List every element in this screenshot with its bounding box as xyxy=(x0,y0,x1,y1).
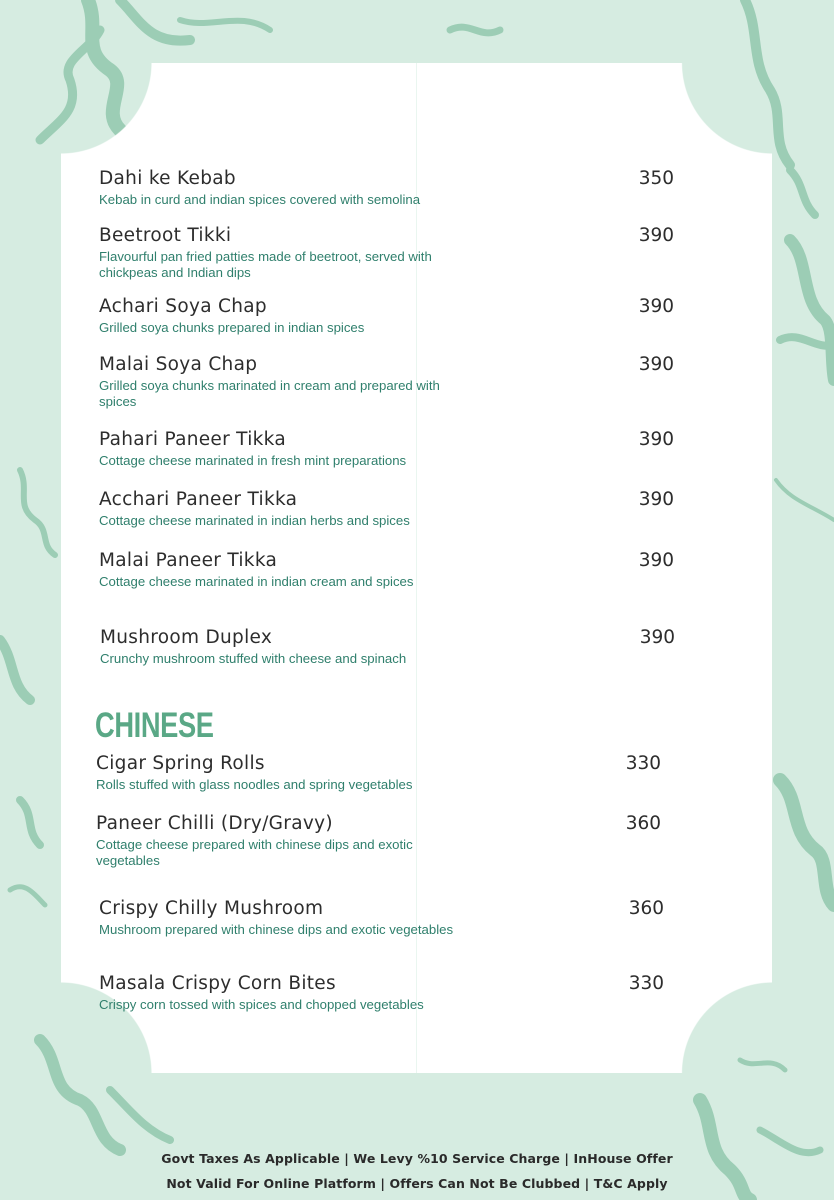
footer-note-line1: Govt Taxes As Applicable | We Levy %10 Service Charge | InHouse Offer xyxy=(161,1151,673,1166)
item-name: Dahi ke Kebab xyxy=(99,168,236,189)
item-name: Masala Crispy Corn Bites xyxy=(99,973,336,994)
item-description: Cottage cheese marinated in indian herbs and spices xyxy=(99,513,410,528)
item-description: Crispy corn tossed with spices and chopped vegetables xyxy=(99,997,424,1012)
item-name: Mushroom Duplex xyxy=(100,627,273,648)
menu-item xyxy=(100,627,675,667)
item-price: 360 xyxy=(625,813,661,834)
item-price: 330 xyxy=(628,973,664,994)
item-name: Malai Soya Chap xyxy=(99,354,258,375)
menu-item xyxy=(99,225,674,281)
item-description: Kebab in curd and indian spices covered with semolina xyxy=(99,192,421,207)
item-price: 360 xyxy=(628,898,664,919)
item-description: Crunchy mushroom stuffed with cheese and spinach xyxy=(100,651,407,666)
menu-item xyxy=(99,973,674,1013)
item-name: Crispy Chilly Mushroom xyxy=(99,898,324,919)
menu-item xyxy=(96,813,671,869)
menu-item xyxy=(99,354,674,410)
menu-item xyxy=(99,168,674,208)
menu-item xyxy=(99,296,674,336)
section-heading-chinese: CHINESE xyxy=(95,706,214,745)
item-description: Flavourful pan fried patties made of beetroot, served with chickpeas and Indian dips xyxy=(99,249,432,280)
item-name: Pahari Paneer Tikka xyxy=(99,429,286,450)
item-price: 390 xyxy=(638,354,674,375)
item-name: Cigar Spring Rolls xyxy=(96,753,265,774)
item-price: 390 xyxy=(638,296,674,317)
item-description: Cottage cheese prepared with chinese dips and exotic vegetables xyxy=(96,837,413,868)
item-description: Mushroom prepared with chinese dips and exotic vegetables xyxy=(99,922,454,937)
item-price: 390 xyxy=(638,489,674,510)
item-price: 390 xyxy=(638,429,674,450)
menu-item xyxy=(96,753,671,793)
item-name: Acchari Paneer Tikka xyxy=(99,489,298,510)
item-description: Grilled soya chunks marinated in cream and prepared with spices xyxy=(99,378,440,409)
item-price: 390 xyxy=(639,627,675,648)
menu-item xyxy=(99,550,674,590)
item-description: Cottage cheese marinated in fresh mint preparations xyxy=(99,453,407,468)
item-price: 390 xyxy=(638,550,674,571)
item-description: Rolls stuffed with glass noodles and spring vegetables xyxy=(96,777,413,792)
menu-item xyxy=(99,489,674,529)
menu-item xyxy=(99,898,674,938)
item-description: Grilled soya chunks prepared in indian spices xyxy=(99,320,365,335)
item-name: Malai Paneer Tikka xyxy=(99,550,278,571)
item-price: 350 xyxy=(638,168,674,189)
item-price: 390 xyxy=(638,225,674,246)
item-description: Cottage cheese marinated in indian cream and spices xyxy=(99,574,414,589)
item-name: Paneer Chilli (Dry/Gravy) xyxy=(96,813,333,834)
item-price: 330 xyxy=(625,753,661,774)
item-name: Beetroot Tikki xyxy=(99,225,232,246)
item-name: Achari Soya Chap xyxy=(99,296,267,317)
footer-note-line2: Not Valid For Online Platform | Offers Can Not Be Clubbed | T&C Apply xyxy=(166,1176,668,1191)
menu-item xyxy=(99,429,674,469)
